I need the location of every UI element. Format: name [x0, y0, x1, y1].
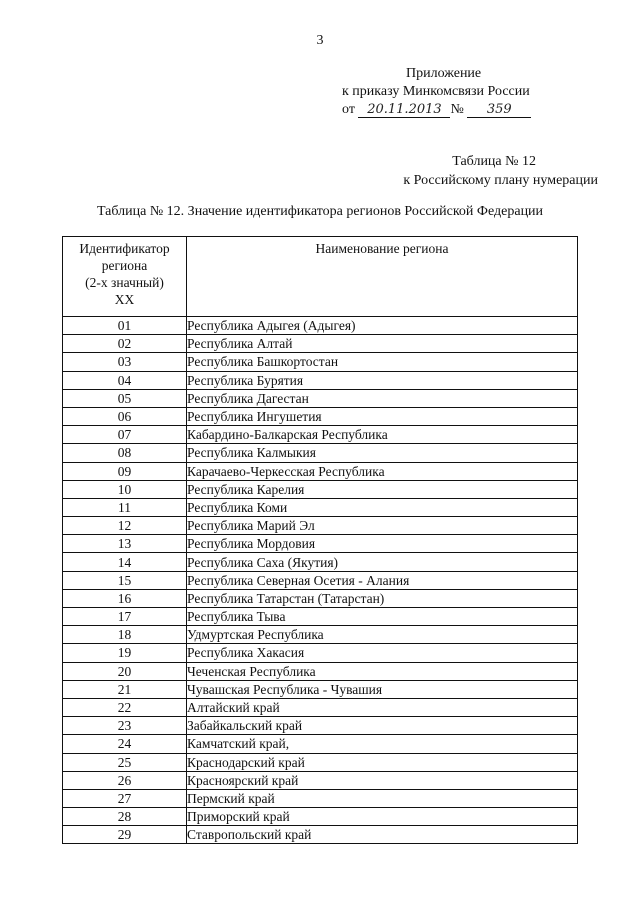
region-name-cell: Кабардино-Балкарская Республика	[187, 426, 578, 444]
region-id-cell: 21	[63, 680, 187, 698]
region-id-cell: 17	[63, 608, 187, 626]
header-id-line2: региона	[101, 258, 148, 273]
region-name-cell: Краснодарский край	[187, 753, 578, 771]
region-id-cell: 26	[63, 771, 187, 789]
region-id-cell: 20	[63, 662, 187, 680]
table-row	[63, 426, 578, 444]
region-name-cell: Республика Северная Осетия - Алания	[187, 571, 578, 589]
region-id-cell: 13	[63, 535, 187, 553]
table-row	[63, 735, 578, 753]
region-name-cell: Чувашская Республика - Чувашия	[187, 680, 578, 698]
table-row	[63, 808, 578, 826]
number-label: №	[450, 102, 464, 117]
region-name-cell: Республика Карелия	[187, 480, 578, 498]
region-name-cell: Республика Алтай	[187, 335, 578, 353]
table-row	[63, 644, 578, 662]
table-header-row	[63, 237, 578, 317]
header-id	[63, 237, 187, 317]
table-row	[63, 371, 578, 389]
table-caption: Таблица № 12. Значение идентификатора регионов Российской Федерации	[96, 204, 544, 219]
region-id-cell: 16	[63, 589, 187, 607]
region-id-cell: 24	[63, 735, 187, 753]
header-id-line4: XX	[114, 292, 135, 307]
region-id-cell: 04	[63, 371, 187, 389]
region-name-cell: Республика Татарстан (Татарстан)	[187, 589, 578, 607]
region-id-cell: 29	[63, 826, 187, 844]
table-row	[63, 662, 578, 680]
region-id-cell: 02	[63, 335, 187, 353]
region-id-cell: 12	[63, 517, 187, 535]
region-name-cell: Карачаево-Черкесская Республика	[187, 462, 578, 480]
appendix-order-line: к приказу Минкомсвязи России	[342, 84, 530, 99]
region-name-cell: Республика Мордовия	[187, 535, 578, 553]
table-row	[63, 717, 578, 735]
region-id-cell: 03	[63, 353, 187, 371]
region-name-cell: Чеченская Республика	[187, 662, 578, 680]
appendix-date-line	[340, 101, 600, 119]
region-name-cell: Красноярский край	[187, 771, 578, 789]
from-label: от	[342, 102, 355, 117]
table-row	[63, 317, 578, 335]
region-id-cell: 25	[63, 753, 187, 771]
table-row	[63, 571, 578, 589]
handwritten-number: 359	[467, 103, 531, 118]
region-name-cell: Республика Калмыкия	[187, 444, 578, 462]
region-id-cell: 23	[63, 717, 187, 735]
header-name: Наименование региона	[187, 237, 578, 317]
table-row	[63, 826, 578, 844]
table-row	[63, 444, 578, 462]
table-body	[63, 317, 578, 844]
region-id-cell: 22	[63, 698, 187, 716]
region-name-cell: Республика Башкортостан	[187, 353, 578, 371]
table-row	[63, 753, 578, 771]
region-name-cell: Республика Бурятия	[187, 371, 578, 389]
region-name-cell: Республика Хакасия	[187, 644, 578, 662]
header-id-line1: Идентификатор	[79, 241, 170, 256]
page-number: 3	[316, 33, 324, 48]
region-name-cell: Республика Коми	[187, 498, 578, 516]
appendix-title: Приложение	[406, 66, 482, 81]
region-name-cell: Республика Адыгея (Адыгея)	[187, 317, 578, 335]
table-row	[63, 407, 578, 425]
table-row	[63, 553, 578, 571]
region-id-cell: 15	[63, 571, 187, 589]
table-row	[63, 498, 578, 516]
region-id-cell: 06	[63, 407, 187, 425]
regions-table	[62, 236, 578, 844]
region-id-cell: 19	[63, 644, 187, 662]
region-name-cell: Республика Тыва	[187, 608, 578, 626]
table-ref-subtitle: к Российскому плану нумерации	[403, 173, 598, 188]
handwritten-date: 20.11.2013	[358, 103, 450, 118]
table-row	[63, 480, 578, 498]
region-name-cell: Забайкальский край	[187, 717, 578, 735]
region-name-cell: Пермский край	[187, 789, 578, 807]
table-row	[63, 517, 578, 535]
table-row	[63, 353, 578, 371]
region-name-cell: Камчатский край,	[187, 735, 578, 753]
table-row	[63, 626, 578, 644]
region-id-cell: 27	[63, 789, 187, 807]
table-row	[63, 335, 578, 353]
table-row	[63, 771, 578, 789]
region-id-cell: 10	[63, 480, 187, 498]
region-id-cell: 14	[63, 553, 187, 571]
region-id-cell: 07	[63, 426, 187, 444]
region-id-cell: 01	[63, 317, 187, 335]
table-reference	[403, 152, 598, 190]
table-row	[63, 698, 578, 716]
region-id-cell: 18	[63, 626, 187, 644]
table-row	[63, 462, 578, 480]
region-name-cell: Республика Марий Эл	[187, 517, 578, 535]
region-id-cell: 09	[63, 462, 187, 480]
region-name-cell: Приморский край	[187, 808, 578, 826]
table-row	[63, 589, 578, 607]
region-name-cell: Алтайский край	[187, 698, 578, 716]
table-row	[63, 535, 578, 553]
table-row	[63, 680, 578, 698]
appendix-header	[340, 65, 600, 119]
region-name-cell: Удмуртская Республика	[187, 626, 578, 644]
region-id-cell: 08	[63, 444, 187, 462]
table-row	[63, 608, 578, 626]
region-name-cell: Республика Саха (Якутия)	[187, 553, 578, 571]
region-name-cell: Республика Дагестан	[187, 389, 578, 407]
region-name-cell: Республика Ингушетия	[187, 407, 578, 425]
table-ref-title: Таблица № 12	[452, 154, 536, 169]
region-name-cell: Ставропольский край	[187, 826, 578, 844]
table-row	[63, 389, 578, 407]
region-id-cell: 28	[63, 808, 187, 826]
region-id-cell: 11	[63, 498, 187, 516]
table-row	[63, 789, 578, 807]
region-id-cell: 05	[63, 389, 187, 407]
header-id-line3: (2-х значный)	[85, 275, 164, 290]
